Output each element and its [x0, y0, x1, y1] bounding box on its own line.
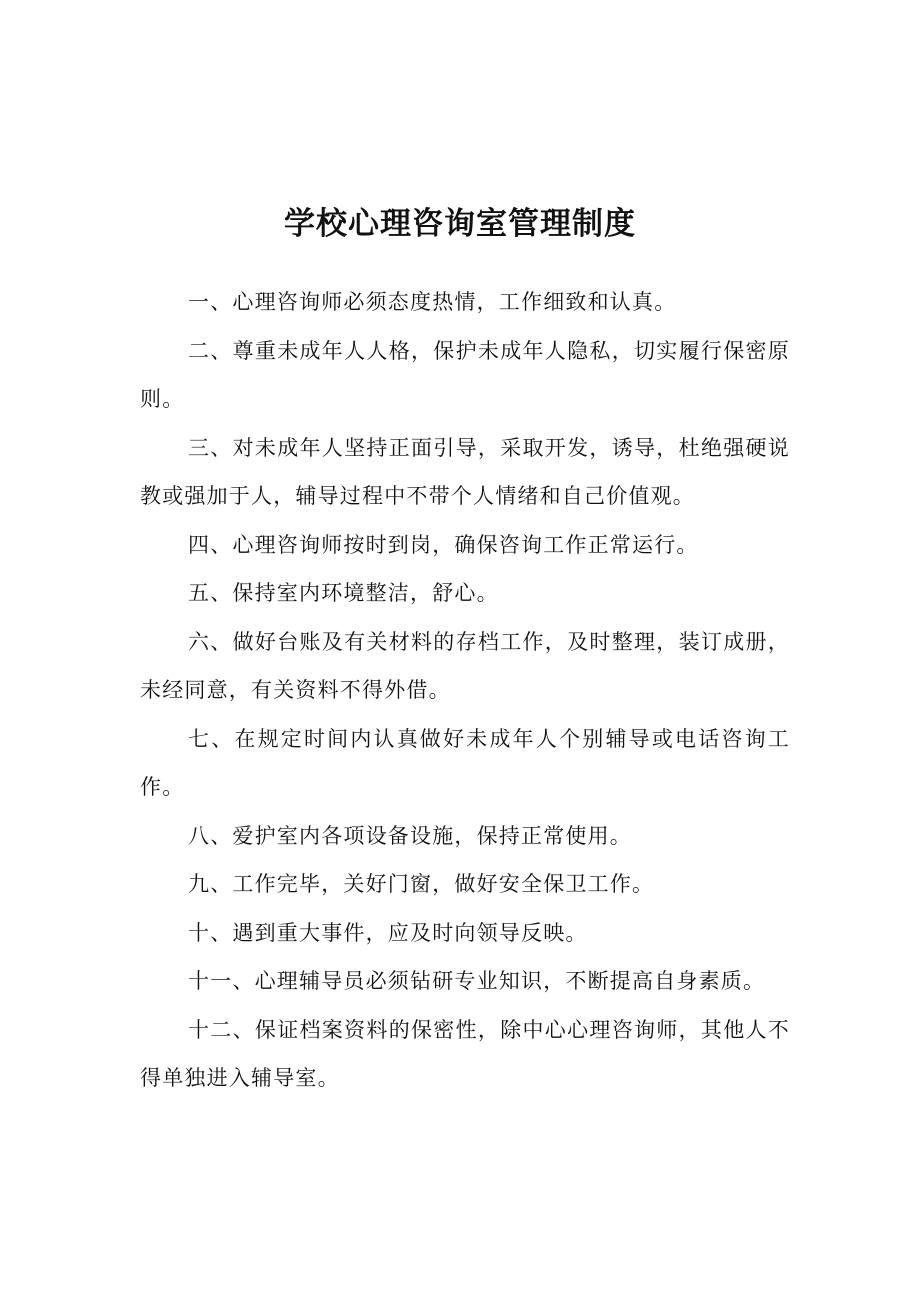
- document-title: 学校心理咨询室管理制度: [284, 206, 636, 242]
- clause-7: 七、在规定时间内认真做好未成年人个别辅导或电话咨询工作。: [140, 726, 790, 799]
- clause-5: 五、保持室内环境整洁，舒心。: [188, 581, 499, 605]
- clause-8: 八、爱护室内各项设备设施，保持正常使用。: [188, 823, 632, 848]
- clause-6: 六、做好台账及有关材料的存档工作，及时整理，装订成册，未经同意，有关资料不得外借。: [140, 629, 790, 702]
- clause-10: 十、遇到重大事件，应及时向领导反映。: [188, 920, 588, 945]
- clause-1: 一、心理咨询师必须态度热情，工作细致和认真。: [188, 290, 677, 314]
- clause-9: 九、工作完毕，关好门窗，做好安全保卫工作。: [188, 872, 655, 896]
- clause-2: 二、尊重未成年人人格，保护未成年人隐私，切实履行保密原则。: [140, 338, 790, 411]
- regulation-body: [140, 278, 790, 1103]
- clause-4: 四、心理咨询师按时到岗，确保咨询工作正常运行。: [188, 532, 699, 557]
- clause-3: 三、对未成年人坚持正面引导，采取开发，诱导，杜绝强硬说教或强加于人，辅导过程中不带个人情绪和自己价值观。: [140, 435, 790, 508]
- clause-12: 十二、保证档案资料的保密性，除中心心理咨询师，其他人不得单独进入辅导室。: [140, 1017, 790, 1090]
- clause-11: 十一、心理辅导员必须钻研专业知识，不断提高自身素质。: [188, 969, 766, 993]
